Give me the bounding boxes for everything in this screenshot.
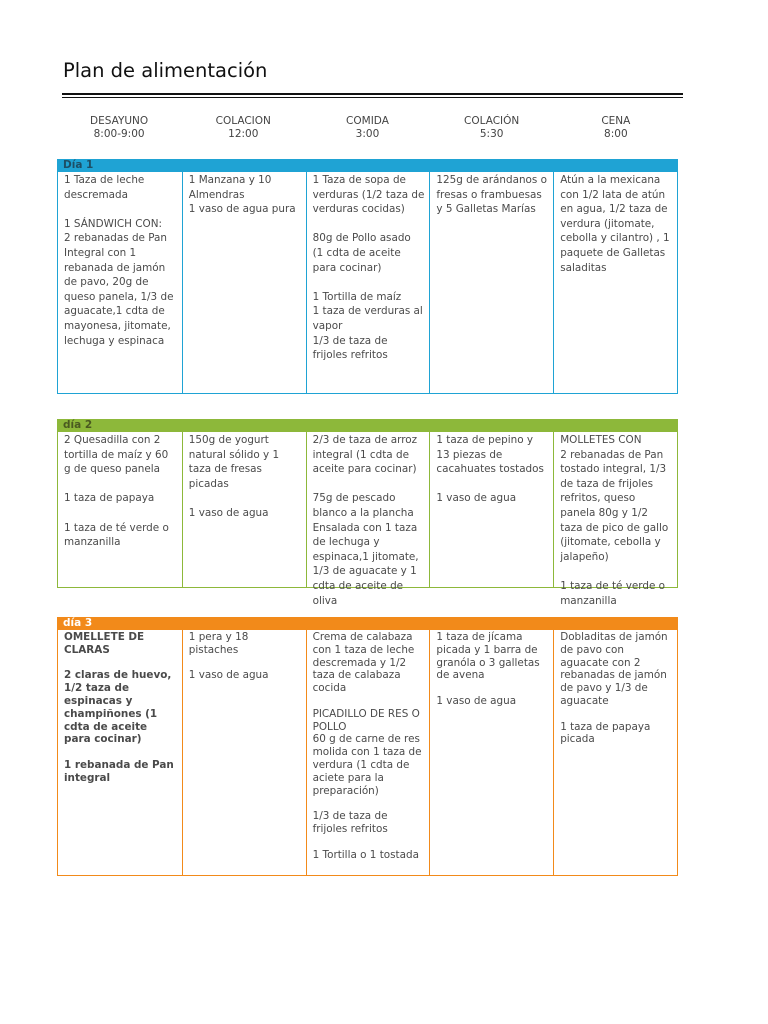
meal-text: 80g de Pollo asado (1 cdta de aceite para cocinar): [312, 232, 411, 274]
day-1-table: [57, 159, 678, 394]
meal-text: 1 Tortilla o 1 tostada: [312, 848, 419, 861]
meal-cell: [58, 432, 182, 587]
meal-cell: [429, 630, 553, 875]
column-header-time: 8:00: [604, 128, 628, 140]
column-header-time: 8:00-9:00: [93, 128, 145, 140]
meal-text: 2 Quesadilla con 2 tortilla de maíz y 60 g de queso panela: [64, 434, 169, 476]
meal-text: MOLLETES CON 2 rebanadas de Pan tostado integral, 1/3 de taza de frijoles refritos, queso panela 80g y 1/2 taza de pico de gallo (jitomate, cebolla y jalapeño): [560, 434, 669, 563]
column-header-time: 5:30: [479, 128, 504, 140]
meal-text: 1 Manzana y 10 Almendras 1 vaso de agua pura: [188, 174, 296, 216]
column-header-time: 3:00: [355, 128, 380, 140]
column-header-time: 12:00: [228, 128, 259, 140]
meal-text: 1 vaso de agua: [436, 492, 517, 505]
day-label: Día 1: [57, 159, 678, 172]
meal-cell: [306, 432, 430, 607]
meal-text: PICADILLO DE RES O POLLO 60 g de carne de res molida con 1 taza de verdura (1 cdta de aciete para la preparación): [312, 707, 422, 797]
meal-text: 75g de pescado blanco a la plancha Ensalada con 1 taza de lechuga y espinaca,1 jitomate, 1/3 de aguacate y 1 cdta de aceite de oliva: [312, 492, 419, 607]
meal-text: Dobladitas de jamón de pavo con aguacate con 2 rebanadas de jamón de pavo y 1/3 de aguacate: [560, 631, 668, 707]
meal-text: 1 vaso de agua: [436, 694, 517, 707]
column-header: [181, 115, 305, 141]
meal-text: 1 taza de papaya: [64, 492, 155, 505]
meal-cell: [429, 432, 553, 587]
meal-text: Atún a la mexicana con 1/2 lata de atún en agua, 1/2 taza de verdura (jitomate, cebolla y cilantro) , 1 paquete de Galletas saladitas: [560, 174, 670, 274]
column-header-name: DESAYUNO: [90, 115, 149, 127]
title-rule-thin: [62, 97, 683, 98]
meal-text: 1 Tortilla de maíz 1 taza de verduras al vapor 1/3 de taza de frijoles refritos: [312, 290, 423, 362]
meal-cell: [306, 172, 430, 393]
column-headers: [57, 115, 678, 141]
meal-text: 1 taza de papaya picada: [560, 720, 651, 746]
meal-text: 1 vaso de agua: [188, 506, 269, 519]
meal-cell: [182, 630, 306, 875]
meal-text: 2 claras de huevo, 1/2 taza de espinacas y champiñones (1 cdta de aceite para cocinar): [64, 669, 172, 746]
meal-cell: [306, 630, 430, 875]
meal-text: 125g de arándanos o fresas o frambuesas y 5 Galletas Marías: [436, 174, 547, 216]
column-header-name: COLACIÓN: [464, 115, 520, 127]
meal-cell: [182, 172, 306, 393]
day-3-table: [57, 617, 678, 876]
meal-text: 1 rebanada de Pan integral: [64, 758, 174, 784]
day-label: día 2: [57, 419, 678, 432]
meal-text: 1 Taza de leche descremada: [64, 174, 145, 201]
column-header-name: COMIDA: [346, 115, 389, 127]
meal-text: 2/3 de taza de arroz integral (1 cdta de aceite para cocinar): [312, 434, 418, 476]
meal-text: 1 pera y 18 pistaches: [188, 631, 249, 656]
meal-cell: [553, 172, 677, 393]
meal-text: 1/3 de taza de frijoles refritos: [312, 810, 388, 835]
page-title: Plan de alimentación: [63, 59, 268, 82]
column-header: [57, 115, 181, 141]
meal-text: 1 taza de jícama picada y 1 barra de granóla o 3 galletas de avena: [436, 631, 540, 682]
column-header: [554, 115, 678, 141]
day-label: día 3: [57, 617, 678, 630]
meal-cell: [182, 432, 306, 587]
meal-text: 1 taza de pepino y 13 piezas de cacahuates tostados: [436, 434, 544, 476]
meal-cell: [58, 172, 182, 393]
day-2-table: [57, 419, 678, 607]
meal-text: 150g de yogurt natural sólido y 1 taza de fresas picadas: [188, 434, 280, 490]
meal-text: 1 taza de té verde o manzanilla: [64, 521, 169, 549]
column-header: [305, 115, 429, 141]
meal-text: 1 taza de té verde o manzanilla: [560, 579, 666, 607]
meal-text: OMELLETE DE CLARAS: [64, 631, 145, 656]
meal-cell: [58, 630, 182, 875]
column-header-name: CENA: [601, 115, 631, 127]
column-header: [430, 115, 554, 141]
meal-text: 1 vaso de agua: [188, 669, 269, 682]
meal-text: 1 Taza de sopa de verduras (1/2 taza de verduras cocidas): [312, 174, 425, 216]
title-rule-thick: [62, 93, 683, 95]
meal-cell: [429, 172, 553, 393]
meal-cell: [553, 432, 677, 607]
meal-text: 1 SÁNDWICH CON: 2 rebanadas de Pan Integral con 1 rebanada de jamón de pavo, 20g de queso panela, 1/3 de aguacate,1 cdta de mayonesa, jitomate, lechuga y espinaca: [64, 217, 174, 347]
meal-text: Crema de calabaza con 1 taza de leche descremada y 1/2 taza de calabaza cocida: [312, 631, 415, 695]
column-header-name: COLACION: [215, 115, 271, 127]
meal-cell: [553, 630, 677, 875]
